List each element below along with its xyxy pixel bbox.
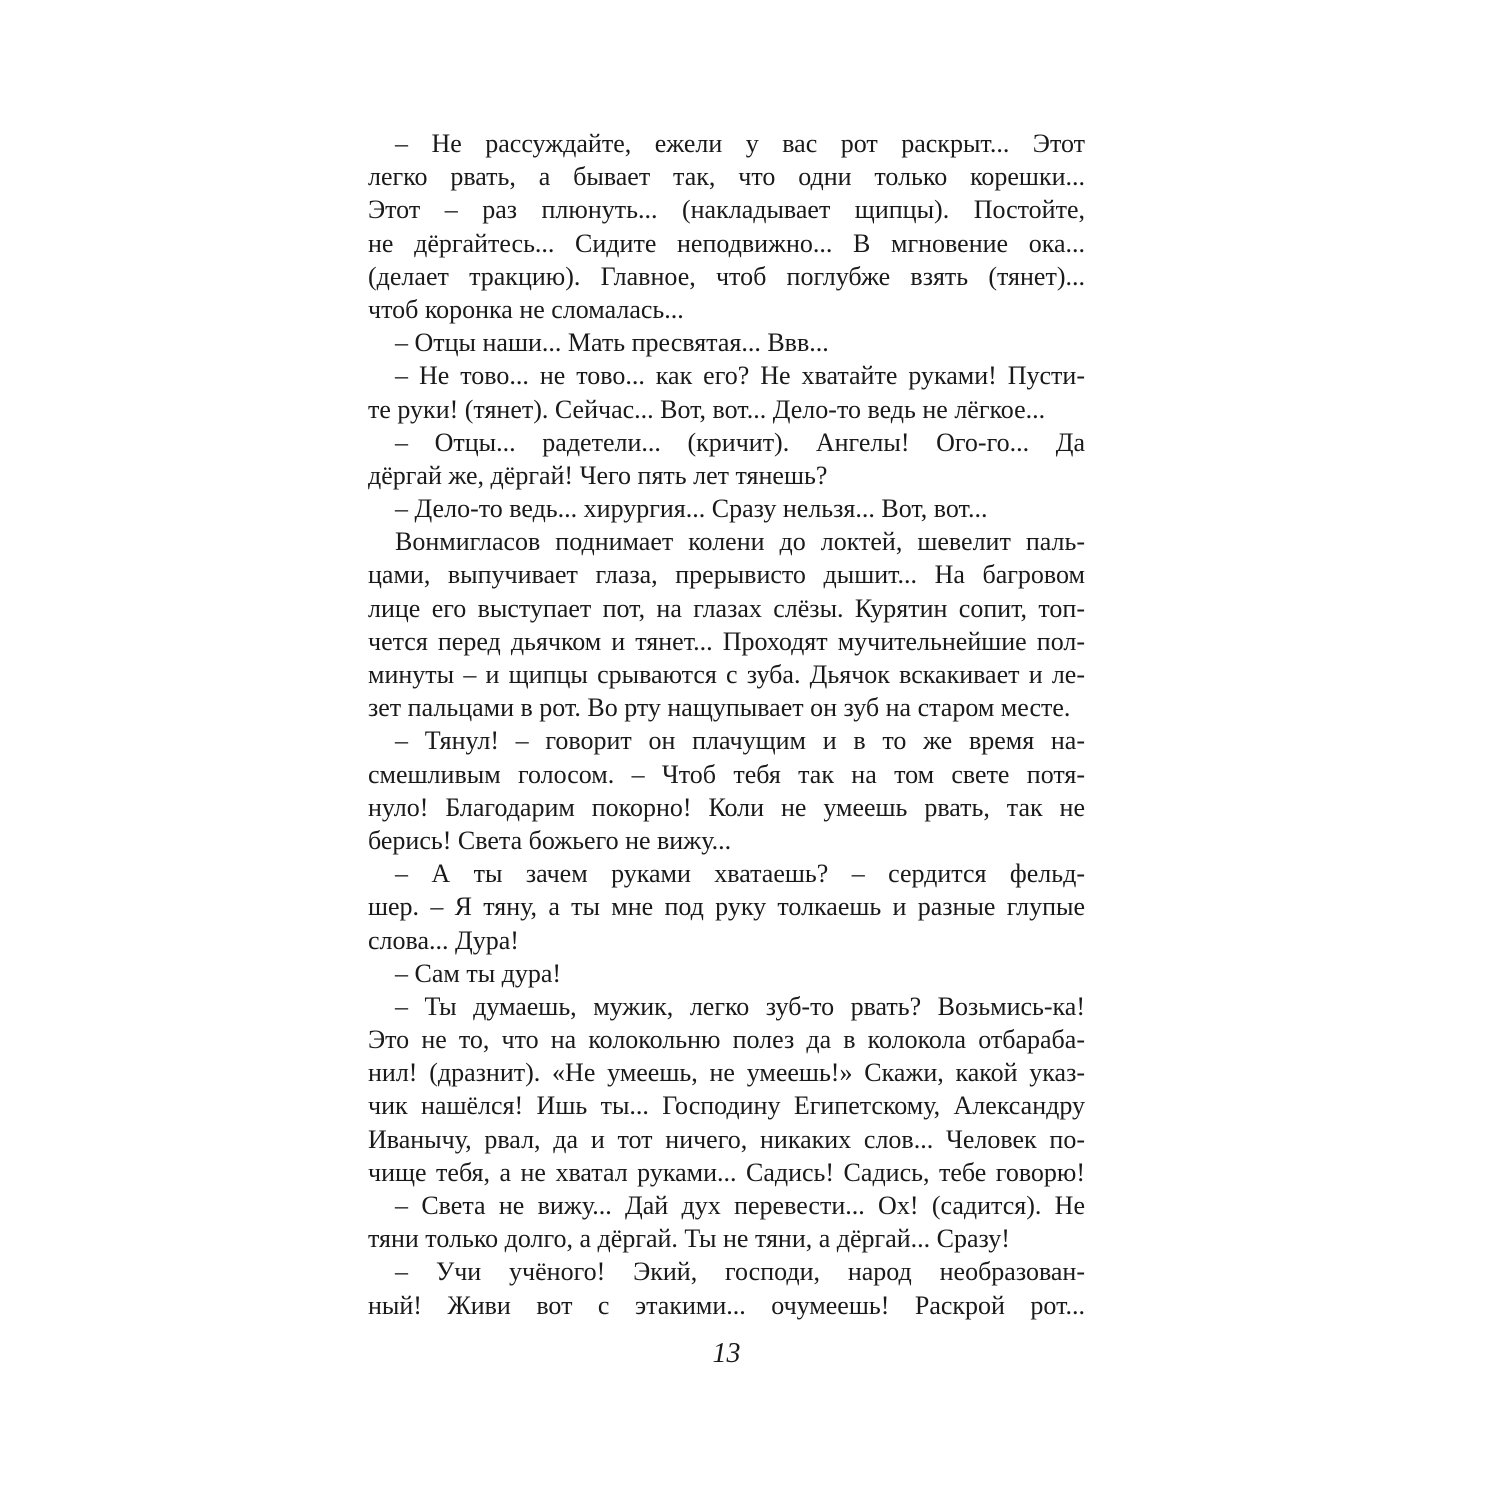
- text-line: Иванычу, рвал, да и тот ничего, никаких слов... Человек по-: [368, 1124, 1085, 1154]
- text-line: слова... Дура!: [368, 925, 519, 955]
- text-line: легко рвать, а бывает так, что одни только корешки...: [368, 162, 1085, 192]
- book-page: [368, 127, 1085, 1387]
- text-line: Это не то, что на колокольню полез да в колокола отбараба-: [368, 1025, 1085, 1055]
- text-line: Этот – раз плюнуть... (накладывает щипцы). Постойте,: [368, 195, 1085, 225]
- text-line: тяни только долго, а дёргай. Ты не тяни, а дёргай... Сразу!: [368, 1224, 1010, 1254]
- text-line: нуло! Благодарим покорно! Коли не умеешь рвать, так не: [368, 792, 1085, 822]
- text-line: – Не рассуждайте, ежели у вас рот раскрыт... Этот: [395, 129, 1085, 158]
- text-line: – Отцы наши... Мать пресвятая... Ввв...: [395, 328, 829, 358]
- page-text-body: [368, 127, 1085, 1322]
- text-line: минуты – и щипцы срываются с зуба. Дьячок вскакивает и ле-: [368, 660, 1085, 689]
- text-line: – Дело-то ведь... хирургия... Сразу нельзя... Вот, вот...: [395, 494, 988, 524]
- text-line: Вонмигласов поднимает колени до локтей, шевелит паль-: [395, 527, 1085, 557]
- text-line: лице его выступает пот, на глазах слёзы. Курятин сопит, топ-: [368, 593, 1085, 623]
- text-line: ный! Живи вот с этакими... очумеешь! Раскрой рот...: [368, 1290, 1085, 1320]
- text-line: – Отцы... радетели... (кричит). Ангелы! Ого-го... Да: [395, 427, 1085, 457]
- text-line: чик нашёлся! Ишь ты... Господину Египетскому, Александру: [368, 1091, 1085, 1121]
- text-line: – Ты думаешь, мужик, легко зуб-то рвать? Возьмись-ка!: [395, 991, 1085, 1021]
- text-line: – Тянул! – говорит он плачущим и в то же время на-: [395, 726, 1085, 756]
- text-line: нил! (дразнит). «Не умеешь, не умеешь!» Скажи, какой указ-: [368, 1058, 1085, 1088]
- text-line: не дёргайтесь... Сидите неподвижно... В мгновение ока...: [368, 228, 1085, 258]
- text-line: те руки! (тянет). Сейчас... Вот, вот... Дело-то ведь не лёгкое...: [368, 394, 1046, 424]
- text-line: чется перед дьячком и тянет... Проходят мучительнейшие пол-: [368, 626, 1085, 656]
- text-line: – Учи учёного! Экий, господи, народ необразован-: [395, 1257, 1085, 1287]
- text-line: цами, выпучивает глаза, прерывисто дышит... На багровом: [368, 560, 1085, 590]
- page-number: 13: [712, 1338, 741, 1369]
- text-line: зет пальцами в рот. Во рту нащупывает он зуб на старом месте.: [368, 693, 1071, 723]
- text-line: – Света не вижу... Дай дух перевести... Ох! (садится). Не: [395, 1191, 1085, 1220]
- text-line: чтоб коронка не сломалась...: [368, 294, 684, 324]
- text-line: смешливым голосом. – Чтоб тебя так на том свете потя-: [368, 759, 1085, 789]
- text-line: – Сам ты дура!: [395, 958, 562, 988]
- text-line: – А ты зачем руками хватаешь? – сердится фельд-: [395, 859, 1085, 889]
- text-line: берись! Света божьего не вижу...: [368, 825, 732, 855]
- text-line: чище тебя, а не хватал руками... Садись! Садись, тебе говорю!: [368, 1157, 1085, 1187]
- text-line: дёргай же, дёргай! Чего пять лет тянешь?: [368, 460, 828, 490]
- text-line: (делает тракцию). Главное, чтоб поглубже взять (тянет)...: [368, 261, 1085, 291]
- text-line: – Не тово... не тово... как его? Не хватайте руками! Пусти-: [395, 361, 1085, 391]
- text-line: шер. – Я тяну, а ты мне под руку толкаешь и разные глупые: [368, 892, 1085, 922]
